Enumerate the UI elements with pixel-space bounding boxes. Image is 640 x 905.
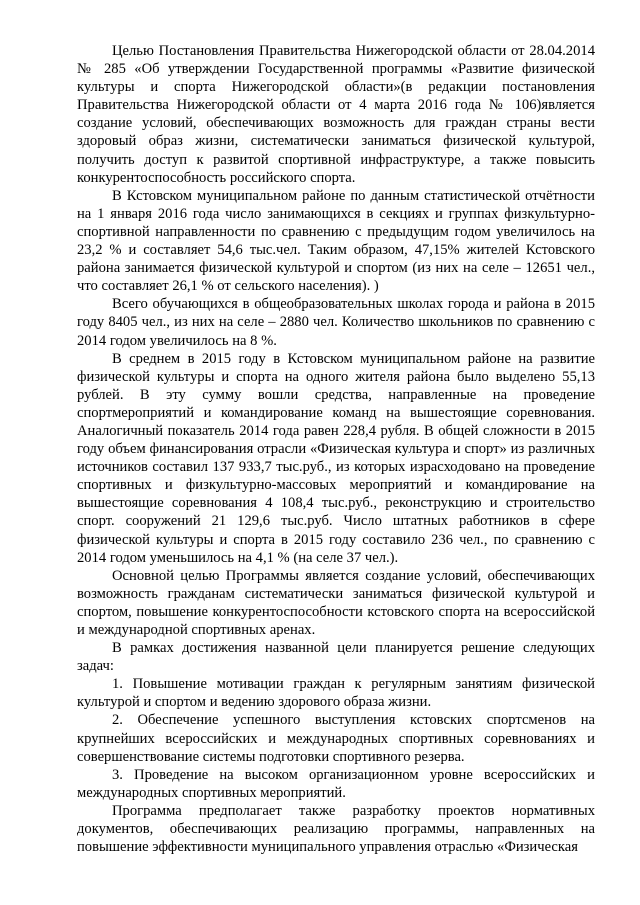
paragraph-task-1: 1. Повышение мотивации граждан к регулярным занятиям физической культурой и спортом и ведению здорового образа жизни. xyxy=(77,676,595,711)
paragraph-district-statistics: В Кстовском муниципальном районе по данным статистической отчётности на 1 января 2016 года число занимающихся в секциях и группах физкультурно-спортивной направленности по сравнению с предыдущим годом увеличилось на 23,2 % и составляет 54,6 тыс.чел. Таким образом, 47,15% жителей Кстовского района занимается физической культурой и спортом (из них на селе – 12651 чел., что составляет 26,1 % от сельского населения). ) xyxy=(77,187,595,295)
paragraph-school-students: Всего обучающихся в общеобразовательных школах города и района в 2015 году 8405 чел., из них на селе – 2880 чел. Количество школьников по сравнению с 2014 годом увеличилось на 8 %. xyxy=(77,296,595,349)
paragraph-goal-resolution: Целью Постановления Правительства Нижегородской области от 28.04.2014 № 285 «Об утверждении Государственной программы «Развитие физической культуры и спорта Нижегородской области»(в редакции постановления Правительства Нижегородской области от 4 марта 2016 года № 106)является создание условий, обеспечивающих возможность для граждан страны вести здоровый образ жизни, систематически заниматься физической культурой, получить доступ к развитой спортивной инфраструктуре, а также повысить конкурентоспособность российского спорта. xyxy=(77,43,595,186)
paragraph-tasks-intro: В рамках достижения названной цели планируется решение следующих задач: xyxy=(77,640,595,675)
paragraph-task-2: 2. Обеспечение успешного выступления кстовских спортсменов на крупнейших всероссийских и международных спортивных соревнованиях и совершенствование системы подготовки спортивного резерва. xyxy=(77,712,595,765)
paragraph-program-goal: Основной целью Программы является создание условий, обеспечивающих возможность гражданам систематически заниматься физической культурой и спортом, повышение конкурентоспособности кстовского спорта на всероссийской и международной спортивных аренах. xyxy=(77,567,595,638)
paragraph-financing: В среднем в 2015 году в Кстовском муниципальном районе на развитие физической культуры и спорта на одного жителя района было выделено 55,13 рублей. В эту сумму вошли средства, направленные на проведение спортмероприятий и командирование команд на вышестоящие соревнования. Аналогичный показатель 2014 года равен 228,4 рубля. В общей сложности в 2015 году объем финансирования отрасли «Физическая культура и спорт» из различных источников составил 137 933,7 тыс.руб., из которых израсходовано на проведение спортивных и физкультурно-массовых мероприятий и командирование на вышестоящие соревнования 4 108,4 тыс.руб., реконструкцию и строительство спорт. сооружений 21 129,6 тыс.руб. Число штатных работников в сфере физической культуры и спорта в 2015 году составило 236 чел., по сравнению с 2014 годом уменьшилось на 4,1 % (на селе 37 чел.). xyxy=(77,350,595,566)
paragraph-task-3: 3. Проведение на высоком организационном уровне всероссийских и международных спортивных мероприятий. xyxy=(77,766,595,801)
document-page xyxy=(77,42,595,856)
paragraph-normative-documents: Программа предполагает также разработку проектов нормативных документов, обеспечивающих реализацию программы, направленных на повышение эффективности муниципального управления отраслью «Физическая xyxy=(77,802,595,856)
